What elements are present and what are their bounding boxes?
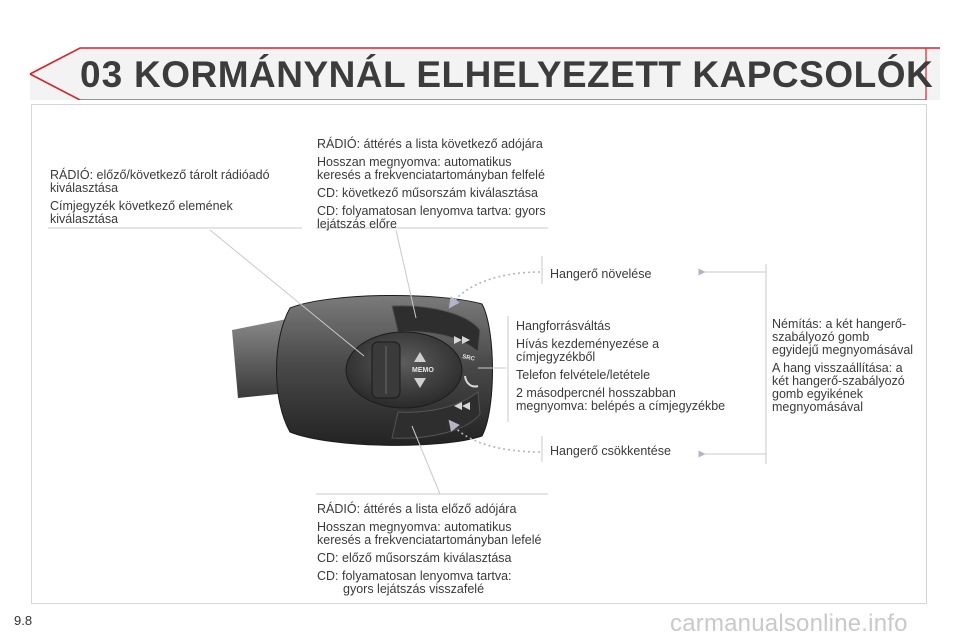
callout-radio-preset: RÁDIÓ: előző/következő tárolt rádióadó kiválasztása Címjegyzék következő elemének kiválasztása [50,168,270,226]
memo-label: MEMO [412,367,434,374]
callout-radio-prev: RÁDIÓ: áttérés a lista előző adójára Hosszan megnyomva: automatikus keresés a frekvenciatartományban lefelé CD: előző műsorszám kiválasztása CD: folyamatosan lenyomva tartva: gyors lejátszás visszafelé [317,502,542,596]
watermark: carmanualsonline.info [670,610,908,637]
page-number: 9.8 [14,613,33,628]
callout-volume-up: Hangerő növelése [550,267,652,281]
volume-up-arrow [452,272,540,304]
page-title: KORMÁNYNÁL ELHELYEZETT KAPCSOLÓK [134,54,934,95]
callout-radio-next: RÁDIÓ: áttérés a lista következő adójára Hosszan megnyomva: automatikus keresés a frekvenciatartományban felfelé CD: következő műsorszám kiválasztása CD: folyamatosan lenyomva tartva: gyors lejátszás előre [317,137,546,231]
callout-source: Hangforrásváltás Hívás kezdeményezése a címjegyzékből Telefon felvétele/letétele 2 másodpercnél hosszabban megnyomva: belépés a címjegyzékbe [516,319,726,413]
memo-pad [346,332,462,408]
src-label: SRC [461,354,476,363]
callout-volume-down: Hangerő csökkentése [550,444,671,458]
callout-mute: Némítás: a két hangerő- szabályozó gomb egyidejű megnyomásával A hang visszaállítása: a két hangerő-szabályozó gomb egyikének megnyomásával [772,317,914,414]
chapter-number: 03 [80,54,124,95]
